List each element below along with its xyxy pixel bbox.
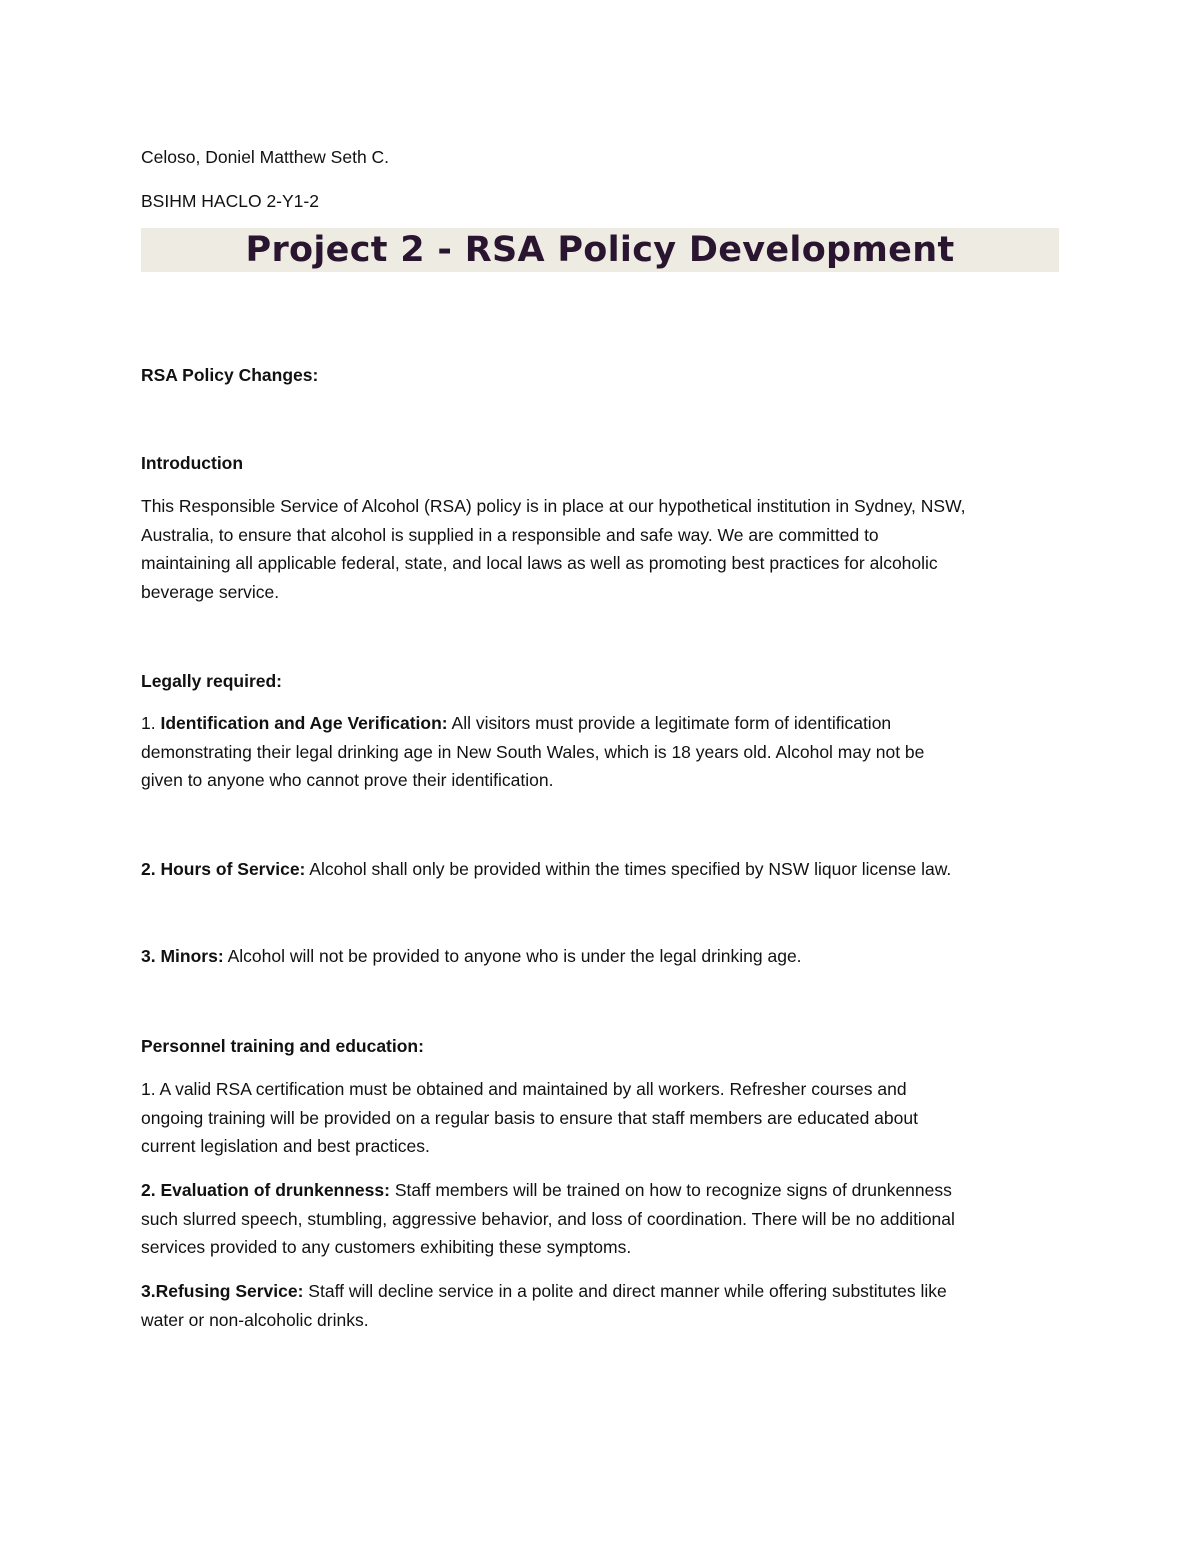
item-label: Minors:	[160, 946, 224, 966]
training-item-2	[141, 1176, 1059, 1262]
legal-item-1-line: given to anyone who cannot prove their identification.	[141, 770, 554, 790]
item-number: 1.	[141, 1079, 160, 1099]
item-number: 1.	[141, 713, 161, 733]
intro-line: This Responsible Service of Alcohol (RSA) policy is in place at our hypothetical institution in Sydney, NSW,	[141, 496, 966, 516]
legal-item-1-line: demonstrating their legal drinking age in New South Wales, which is 18 years old. Alcohol may not be	[141, 741, 925, 762]
training-item-2-line: such slurred speech, stumbling, aggressive behavior, and loss of coordination. There will be no additional	[141, 1208, 955, 1229]
item-text: Alcohol shall only be provided within the times specified by NSW liquor license law.	[305, 859, 952, 879]
training-item-3-line: water or non-alcoholic drinks.	[141, 1309, 369, 1330]
item-label: Refusing Service:	[155, 1281, 304, 1301]
training-item-3	[141, 1277, 1059, 1334]
item-number: 2.	[141, 859, 161, 879]
item-label: Evaluation of drunkenness:	[160, 1180, 390, 1200]
program-section: BSIHM HACLO 2-Y1-2	[141, 191, 319, 211]
item-label: Hours of Service:	[160, 859, 306, 879]
intro-line: beverage service.	[141, 581, 280, 602]
item-label: Identification and Age Verification:	[160, 713, 448, 733]
legal-item-3-line	[141, 942, 1059, 971]
training-item-3-line	[141, 1277, 1059, 1306]
item-number: 2.	[141, 1180, 161, 1200]
policy-changes-heading: RSA Policy Changes:	[141, 365, 319, 385]
training-item-1-line: current legislation and best practices.	[141, 1136, 430, 1156]
legally-required-heading: Legally required:	[141, 671, 283, 691]
legal-item-3	[141, 942, 1059, 971]
item-text: Alcohol will not be provided to anyone who is under the legal drinking age.	[223, 946, 802, 966]
training-item-1-line: ongoing training will be provided on a regular basis to ensure that staff members are educated about	[141, 1107, 918, 1128]
training-heading: Personnel training and education:	[141, 1036, 424, 1056]
training-item-1	[141, 1075, 1059, 1161]
introduction-heading: Introduction	[141, 453, 244, 473]
document-title: Project 2 - RSA Policy Development	[245, 230, 955, 270]
intro-line: Australia, to ensure that alcohol is supplied in a responsible and safe way. We are committed to	[141, 524, 879, 545]
student-name: Celoso, Doniel Matthew Seth C.	[141, 147, 390, 167]
legal-item-1-line	[141, 709, 1059, 738]
item-text: All visitors must provide a legitimate form of identification	[447, 713, 892, 733]
item-number: 3.	[141, 946, 161, 966]
legal-item-1	[141, 709, 1059, 795]
training-item-2-line	[141, 1176, 1059, 1205]
legal-item-2-line	[141, 855, 1059, 884]
introduction-paragraph	[141, 492, 1059, 606]
item-text: Staff will decline service in a polite and direct manner while offering substitutes like	[303, 1281, 947, 1301]
legal-item-2	[141, 855, 1059, 884]
training-item-1-line	[141, 1075, 1059, 1104]
training-item-2-line: services provided to any customers exhibiting these symptoms.	[141, 1237, 632, 1257]
item-number: 3.	[141, 1281, 156, 1301]
item-text: Staff members will be trained on how to recognize signs of drunkenness	[389, 1180, 952, 1200]
intro-line: maintaining all applicable federal, state, and local laws as well as promoting best practices for alcoholic	[141, 553, 938, 573]
item-text: A valid RSA certification must be obtained and maintained by all workers. Refresher courses and	[159, 1079, 907, 1099]
